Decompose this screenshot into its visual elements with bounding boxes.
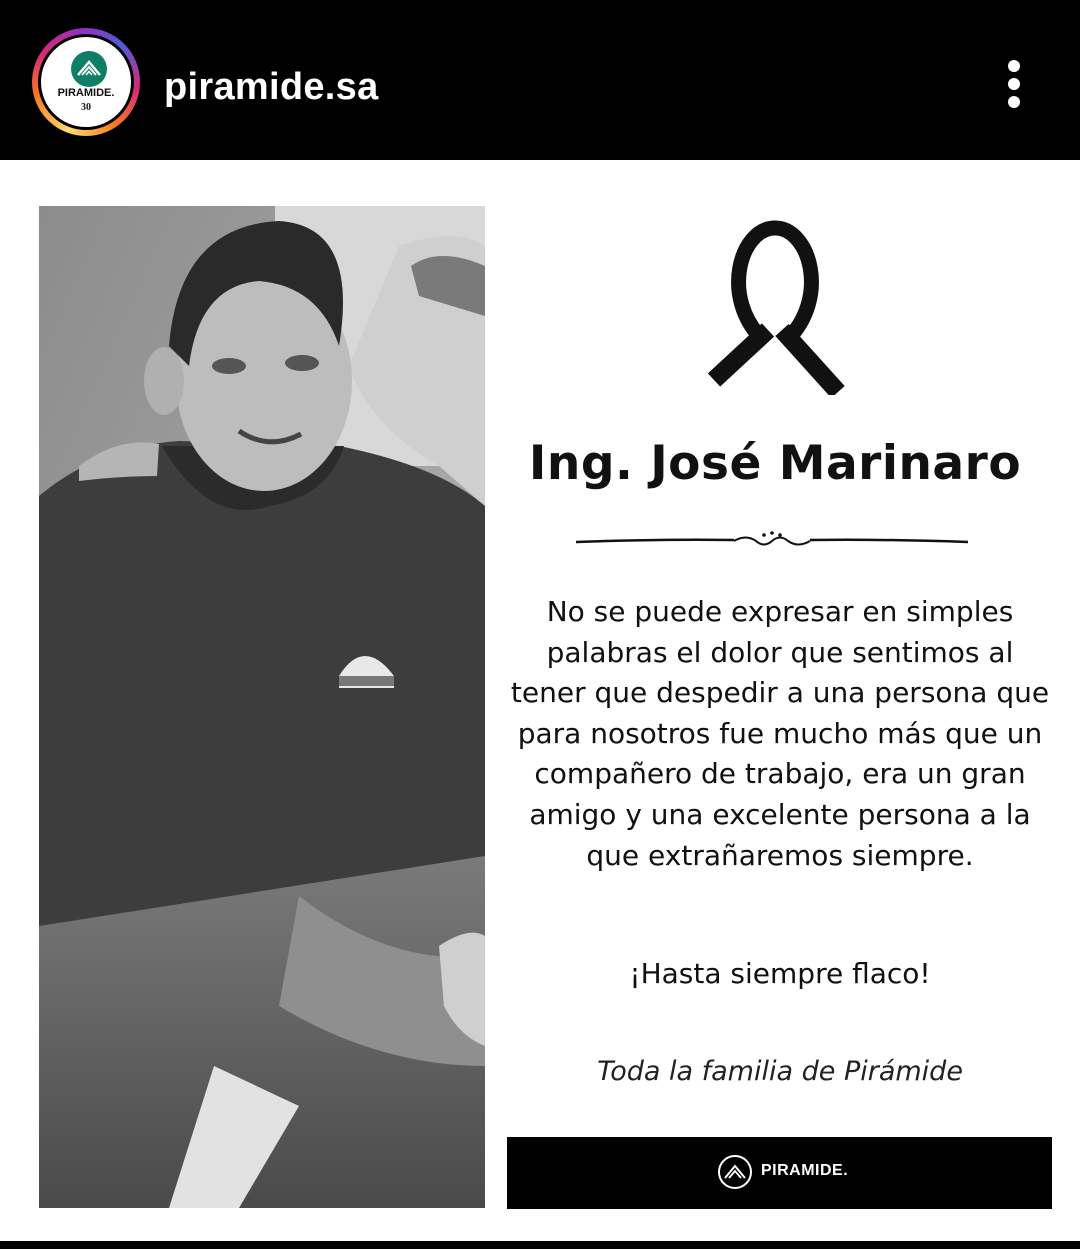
avatar-brand-text: PIRAMIDE.	[57, 87, 115, 99]
account-username[interactable]: piramide.sa	[164, 66, 379, 108]
avatar-logo	[38, 34, 134, 130]
deceased-name: Ing. José Marinaro	[528, 436, 1022, 491]
piramide-logo-icon	[717, 1154, 753, 1190]
more-options-button[interactable]	[994, 54, 1034, 114]
memorial-photo	[39, 206, 485, 1208]
more-vertical-icon-dot	[1008, 96, 1020, 108]
post-image[interactable]	[0, 160, 1080, 1241]
farewell-line: ¡Hasta siempre flaco!	[629, 957, 931, 990]
ornament-divider	[574, 528, 970, 556]
avatar-years-text: 30	[81, 102, 91, 113]
mourning-ribbon-icon	[700, 220, 850, 395]
post-header	[0, 0, 1080, 160]
condolence-message: No se puede expresar en simples palabras el dolor que sentimos al tener que despedir a una persona que para nosotros fue mucho más que un compañero de trabajo, era un gran amigo y una excelente persona a la que extrañaremos siempre.	[510, 595, 1050, 872]
footer-brand-text: PIRAMIDE.	[761, 1162, 849, 1179]
more-vertical-icon-dot	[1008, 78, 1020, 90]
piramide-logo-icon	[71, 51, 107, 87]
signature-line: Toda la familia de Pirámide	[597, 1056, 963, 1087]
profile-avatar[interactable]	[32, 28, 140, 136]
brand-footer-banner	[507, 1137, 1052, 1209]
more-vertical-icon	[1008, 60, 1020, 72]
bottom-edge	[0, 1241, 1080, 1249]
